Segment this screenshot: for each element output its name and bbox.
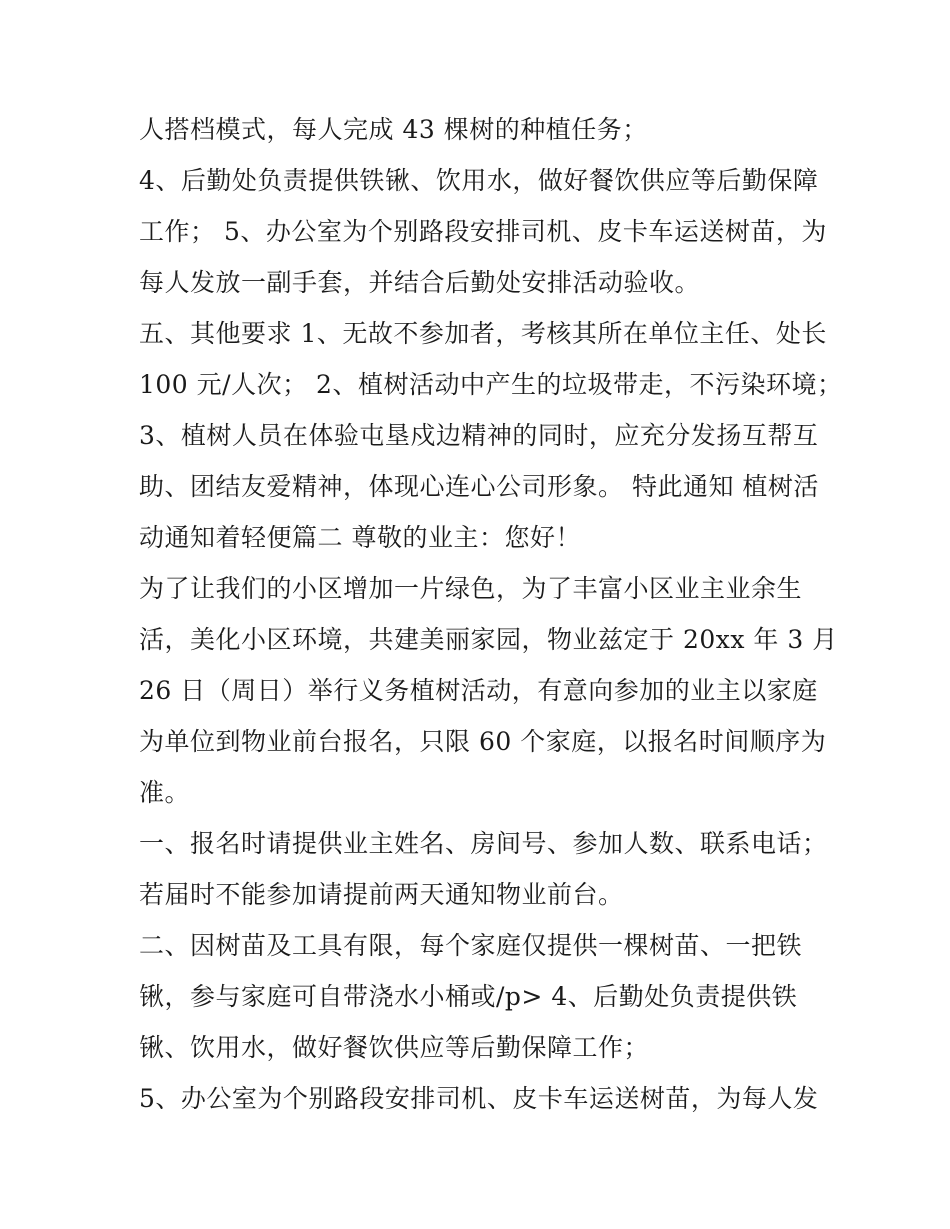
text-line: 工作； 5、办公室为个别路段安排司机、皮卡车运送树苗，为 <box>139 217 827 246</box>
text-line: 26 日（周日）举行义务植树活动，有意向参加的业主以家庭 <box>139 676 818 705</box>
text-line: 锹、饮用水，做好餐饮供应等后勤保障工作； <box>139 1033 650 1062</box>
text-line: 二、因树苗及工具有限，每个家庭仅提供一棵树苗、一把铁 <box>139 931 803 960</box>
text-line: 助、团结友爱精神，体现心连心公司形象。 特此通知 植树活 <box>139 472 819 501</box>
text-line: 一、报名时请提供业主姓名、房间号、参加人数、联系电话； <box>139 829 828 858</box>
text-line: 每人发放一副手套，并结合后勤处安排活动验收。 <box>139 268 701 297</box>
text-line: 100 元/人次； 2、植树活动中产生的垃圾带走，不污染环境； <box>139 370 843 399</box>
text-line: 动通知着轻便篇二 尊敬的业主：您好！ <box>139 523 581 552</box>
text-line: 活，美化小区环境，共建美丽家园，物业兹定于 20xx 年 3 月 <box>139 625 838 654</box>
text-line: 锹，参与家庭可自带浇水小桶或/p> 4、后勤处负责提供铁 <box>139 982 798 1011</box>
text-line: 5、办公室为个别路段安排司机、皮卡车运送树苗，为每人发 <box>139 1084 819 1113</box>
document-body <box>139 104 843 1124</box>
text-line: 为单位到物业前台报名，只限 60 个家庭，以报名时间顺序为 <box>139 727 827 756</box>
text-line: 3、植树人员在体验屯垦戍边精神的同时，应充分发扬互帮互 <box>139 421 819 450</box>
text-line: 五、其他要求 1、无故不参加者，考核其所在单位主任、处长 <box>139 319 827 348</box>
text-line: 若届时不能参加请提前两天通知物业前台。 <box>139 880 624 909</box>
text-line: 为了让我们的小区增加一片绿色，为了丰富小区业主业余生 <box>139 574 803 603</box>
text-line: 人搭档模式，每人完成 43 棵树的种植任务； <box>139 115 648 144</box>
text-line: 准。 <box>139 778 191 807</box>
text-line: 4、后勤处负责提供铁锹、饮用水，做好餐饮供应等后勤保障 <box>139 166 819 195</box>
